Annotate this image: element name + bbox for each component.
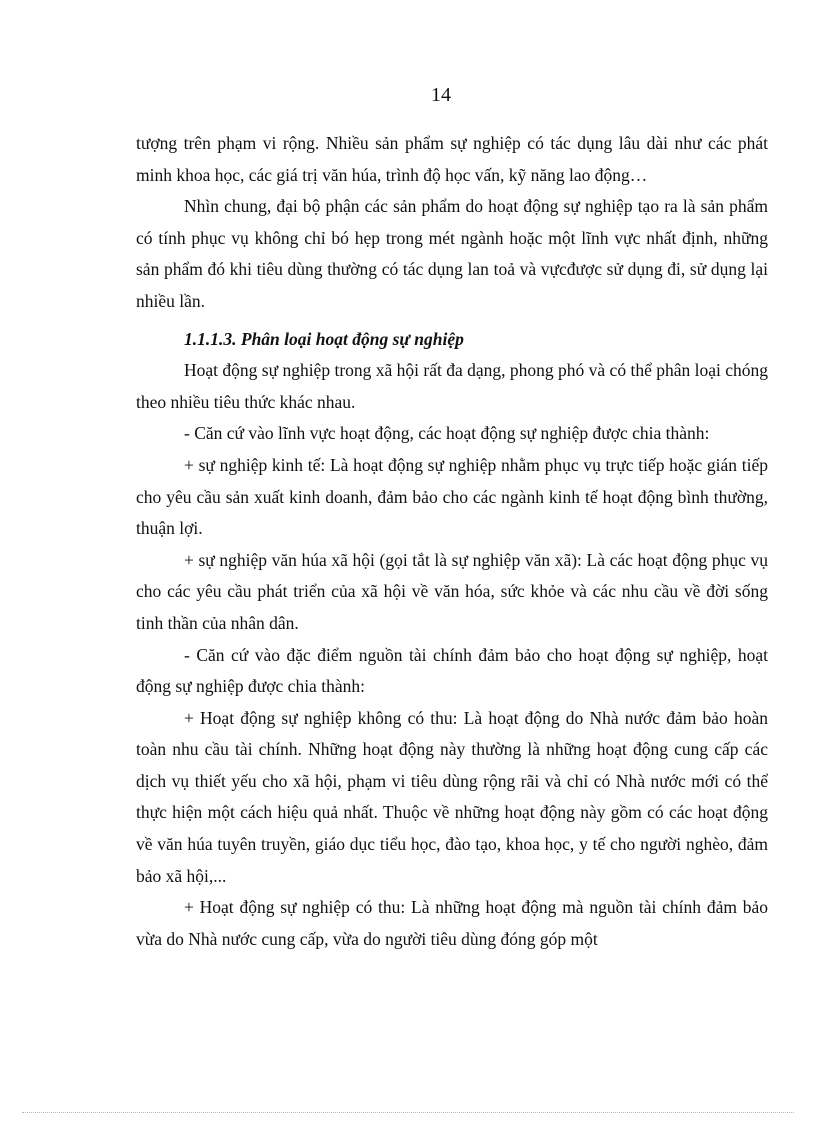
paragraph-economic: + sự nghiệp kinh tế: Là hoạt động sự nghiệp nhằm phục vụ trực tiếp hoặc gián tiếp cho yêu cầu sản xuất kinh doanh, đảm bảo cho các ngành kinh tế hoạt động bình thường, thuận lợi. [136, 454, 768, 539]
paragraph-criterion-field: - Căn cứ vào lĩnh vực hoạt động, các hoạt động sự nghiệp được chia thành: [184, 423, 710, 444]
document-body [136, 128, 768, 955]
paragraph-revenue: + Hoạt động sự nghiệp có thu: Là những hoạt động mà nguồn tài chính đảm bảo vừa do Nhà nước cung cấp, vừa do người tiêu dùng đóng góp một [136, 897, 768, 949]
paragraph-continuation: tượng trên phạm vi rộng. Nhiều sản phẩm sự nghiệp có tác dụng lâu dài như các phát minh khoa học, các giá trị văn húa, trình độ học vấn, kỹ năng lao động… [136, 133, 768, 185]
paragraph-summary: Nhìn chung, đại bộ phận các sản phẩm do hoạt động sự nghiệp tạo ra là sản phẩm có tính phục vụ không chỉ bó hẹp trong mét ngành hoặc một lĩnh vực nhất định, những sản phẩm đó khi tiêu dùng thường có tác dụng lan toả và vựcđược sử dụng đi, sử dụng lại nhiều lần. [136, 196, 768, 311]
paragraph-criterion-finance: - Căn cứ vào đặc điểm nguồn tài chính đảm bảo cho hoạt động sự nghiệp, hoạt động sự nghiệp được chia thành: [136, 644, 768, 697]
page-bottom-divider [22, 1112, 794, 1113]
paragraph-cultural-social: + sự nghiệp văn húa xã hội (gọi tắt là sự nghiệp văn xã): Là các hoạt động phục vụ cho các yêu cầu phát triển của xã hội về văn hóa, sức khỏe và các nhu cầu về đời sống tinh thần của nhân dân. [136, 549, 768, 633]
paragraph-intro: Hoạt động sự nghiệp trong xã hội rất đa dạng, phong phó và có thể phân loại chóng theo nhiều tiêu thức khác nhau. [136, 360, 768, 412]
section-heading: 1.1.1.3. Phân loại hoạt động sự nghiệp [184, 328, 464, 349]
page-number: 14 [431, 84, 451, 106]
paragraph-non-revenue: + Hoạt động sự nghiệp không có thu: Là hoạt động do Nhà nước đảm bảo hoàn toàn nhu cầu tài chính. Những hoạt động này thường là những hoạt động cung cấp các dịch vụ thiết yếu cho xã hội, phạm vi tiêu dùng rộng rãi và chỉ có Nhà nước mới có thể thực hiện một cách hiệu quả nhất. Thuộc về những hoạt động này gồm có các hoạt động về văn húa tuyên truyền, giáo dục tiểu học, đào tạo, khoa học, y tế cho người nghèo, đảm bảo xã hội,... [136, 707, 768, 886]
